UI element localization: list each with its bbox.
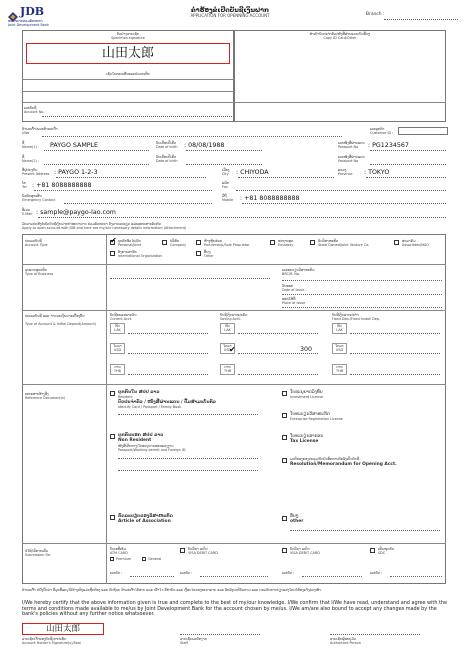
submission-label-lao: ຂໍໃຊ້ບໍລິການເພີ່ມ bbox=[25, 549, 49, 553]
account-type-ngo-en: Associates/NGO bbox=[402, 243, 429, 247]
mobile-label-en: Mobile bbox=[222, 198, 234, 202]
saving-thb-label-lao: ບາດ bbox=[224, 365, 231, 369]
emergency-label-en: Emergency Contact bbox=[22, 198, 56, 202]
account-type-personal-en: Personal/Joint bbox=[118, 243, 142, 247]
apply-statement-en: Apply to open account with JDB and here are my/our necessary details information (Attachment) bbox=[22, 226, 187, 230]
dob2-field[interactable] bbox=[186, 164, 262, 165]
account-type-international-checkbox[interactable] bbox=[110, 251, 115, 256]
visa-debit-label-lao: ບັດວີຊາ ເດບິດ bbox=[188, 547, 208, 551]
issue-date-field[interactable] bbox=[282, 294, 442, 295]
staff-signature-field[interactable] bbox=[180, 634, 260, 635]
issue-place-field[interactable] bbox=[282, 307, 442, 308]
non-resident-docs-lao: ໜັງສືເດີນທາງ/ໃບອະນຸຍາດອອກແຮງງານ bbox=[118, 444, 174, 448]
enterprise-registration-label-en: Enterprise Registration License bbox=[290, 417, 343, 421]
account-type-state-owned-checkbox[interactable] bbox=[310, 240, 315, 245]
staff-signature-label-en: Staff bbox=[180, 641, 188, 645]
address-label-en: Present Address bbox=[22, 172, 50, 176]
resolution-checkbox[interactable] bbox=[282, 458, 287, 463]
branch-field[interactable] bbox=[384, 19, 458, 20]
visa-debit2-card-no-field[interactable] bbox=[302, 576, 362, 577]
email-label-lao: ອີເມວ bbox=[22, 208, 30, 212]
atm-card-no-field[interactable] bbox=[130, 576, 174, 577]
current-lak-label-lao: ກີບ bbox=[115, 324, 120, 328]
visa-debit2-label-en: VISA DEBIT CARD bbox=[290, 551, 320, 555]
specimen-label-lao: ຕົວຢ່າງລາຍເຊັນ bbox=[116, 32, 140, 36]
resident-docs-en: Identify Card / Passport / Family Book bbox=[118, 405, 182, 409]
article-checkbox[interactable] bbox=[110, 515, 115, 520]
logo-text: JDB bbox=[20, 5, 45, 18]
account-no-field[interactable] bbox=[42, 116, 232, 117]
non-resident-docs-en: Passport/Working permit and Foreign ID bbox=[118, 448, 186, 452]
province-label-lao: ແຂວງ bbox=[338, 168, 347, 172]
visa-debit-card-no-label: ເລກບັດ : bbox=[180, 571, 193, 575]
logo bbox=[8, 6, 68, 28]
tel-label-en: Tel bbox=[22, 185, 27, 189]
reference-label-lao: ເອກະສານອ້າງອີງ bbox=[25, 392, 49, 396]
tax-license-label-lao: ໃບທະບຽນອາກອນ bbox=[290, 434, 324, 439]
current-acct-label-en: Current Acct. bbox=[110, 317, 133, 321]
authorized-signature-label-en: Authorized Person bbox=[330, 641, 361, 645]
name2-label-en: Name(2) : bbox=[22, 159, 40, 163]
resident-docs-lao: ບັດປະຈຳຕົວ / ໜັງສືຜ່ານແດນ / ປື້ມສຳມະໂນຄົວ bbox=[118, 400, 216, 405]
apply-statement-lao: ມີຄວາມປະສົງຂໍເປີດບັນຊີເງິນຝາກນຳທະນາຄານ ຮ່ວມພັດທະນາ ດັ່ງລາຍລະອຽດ ແລະເອກະສານຄັດຕິດ bbox=[22, 222, 161, 226]
address-value-text: PAYGO 1-2-3 bbox=[58, 169, 98, 176]
atm-card-no-label: ເລກບັດ : bbox=[110, 571, 123, 575]
i-we-label-en: I/We bbox=[22, 131, 30, 135]
province-value[interactable]: : TOKYO bbox=[364, 169, 390, 176]
account-type-partnership-lao: ຫ້າງຫຸ້ນສ່ວນ bbox=[204, 239, 223, 243]
account-type-ngo-lao: ສະມາຄົມ bbox=[402, 239, 416, 243]
passport2-label-lao: ເລກໜັງສືຜ່ານແດນ bbox=[338, 155, 365, 159]
other-doc-label-lao: ອື່ນໆ bbox=[290, 514, 299, 519]
account-type-company-en: Company bbox=[170, 243, 187, 247]
current-acct-label-lao: ບັນຊີກະແສລາຍວັນ bbox=[110, 313, 137, 317]
sdc-card-no-label: ເລກບັດ : bbox=[370, 571, 383, 575]
investment-license-label-en: Investment License bbox=[290, 395, 324, 399]
passport1-label-en: Passport No bbox=[338, 145, 359, 149]
province-value-text: TOKYO bbox=[368, 169, 390, 176]
dob1-label-lao: ວັນເດືອນປີເກີດ bbox=[156, 141, 177, 145]
specimen-label-en: Specimen signature bbox=[111, 36, 145, 40]
account-type-company-lao: ບໍລິສັດ bbox=[170, 239, 179, 243]
city-label-en: City bbox=[222, 172, 229, 176]
mobile-value-text: +81 8088888888 bbox=[244, 195, 300, 202]
name1-label-lao: ຊື່ bbox=[22, 141, 25, 145]
account-type-state-owned-lao: ລັດວິສາຫະກິດ bbox=[318, 239, 339, 243]
saving-lak-label-lao: ກີບ bbox=[225, 324, 230, 328]
visa-debit2-label-lao: ບັດວີຊາ ເດບິດ bbox=[290, 547, 310, 551]
saving-acct-label-lao: ບັນຊີເງິນຝາກປະຢັດ bbox=[220, 313, 248, 317]
passport1-label-lao: ເລກໜັງສືຜ່ານແດນ bbox=[338, 141, 365, 145]
check-icon: ✔ bbox=[229, 345, 236, 354]
current-usd-label: USD bbox=[113, 348, 122, 352]
customer-id-field[interactable] bbox=[398, 127, 448, 135]
address-label-lao: ທີ່ຢູ່ປະຈຸບັນ bbox=[22, 168, 38, 172]
declaration-en: I/We hereby certify that the above information given is true and complete to the best of my/our knowledge. I/We confirm that I/We have read, understand and agree with the terms and conditions made available to me/us by Joint Development Bank for the account chosen by me/us. I/We am/are also bound to accept any changes made by the bank's policies without any further notice whatsoever. bbox=[22, 600, 448, 618]
enterprise-registration-label-lao: ໃບທະບຽນວິສາຫະກິດ bbox=[290, 412, 330, 417]
visa-debit2-card-no-label: ເລກບັດ : bbox=[282, 571, 295, 575]
atm-general-checkbox[interactable] bbox=[142, 557, 146, 561]
saving-usd-label: USD bbox=[223, 348, 232, 352]
atm-card-label-en: ATM CARD bbox=[110, 551, 128, 555]
current-lak-label: LAK bbox=[114, 328, 121, 332]
account-type-other-checkbox[interactable] bbox=[196, 251, 201, 256]
resident-label-en: Resident bbox=[118, 395, 133, 399]
brc-label-lao: ເລກທະບຽນວິສາຫະກິດ bbox=[282, 268, 315, 272]
atm-premium-label: Premium bbox=[116, 557, 132, 561]
non-resident-label-en: Non Resident bbox=[118, 438, 152, 443]
fixed-usd-label: USD bbox=[335, 348, 344, 352]
copy-id-label-lao: ສຳເນົາບັດປະຈຳຕົວ/ໜັງສືຜ່ານແດນ/ບັດອື່ນໆ bbox=[309, 32, 371, 36]
specimen-signature[interactable]: 山田太郎 bbox=[101, 46, 154, 61]
saving-usd-amount[interactable]: 300 bbox=[300, 346, 313, 353]
account-type-partnership-en: Partnership/Sole Proprietor bbox=[204, 243, 250, 247]
atm-premium-checkbox[interactable] bbox=[110, 557, 114, 561]
tel-value[interactable]: : +81 8088888888 bbox=[32, 182, 92, 189]
account-type-embassy-en: Embassy bbox=[278, 243, 294, 247]
investment-license-checkbox[interactable] bbox=[282, 391, 287, 396]
dob2-label-en: Date of birth bbox=[156, 159, 178, 163]
copy-id-box bbox=[234, 30, 446, 122]
resolution-label-lao: ມະຕິຂອງກອງປະຊຸມ/ບົດບັນທຶກການຕົກລົງເປີດບັນຊີ bbox=[290, 457, 360, 461]
brc-field[interactable] bbox=[282, 280, 442, 281]
branch-label: Branch : bbox=[366, 12, 385, 17]
visa-debit-label-en: VISA DEBIT CARD bbox=[188, 551, 218, 555]
investment-license-label-lao: ໃບອະນຸຍາດລົງທຶນ bbox=[290, 390, 323, 395]
fax-label-lao: ແຟັກ bbox=[222, 181, 229, 185]
sign-note: ເຊັນໃນກອບເສັ້ນແລະບໍ່ຄວນເກີນ bbox=[106, 72, 150, 76]
account-no-label-lao: ເລກບັນຊີ bbox=[24, 106, 37, 110]
account-type-label-lao: ປະເພດບັນຊີ bbox=[25, 239, 42, 243]
saving-lak-label: LAK bbox=[224, 328, 231, 332]
name1-label-en: Name(1) : bbox=[22, 145, 40, 149]
issue-date-label-en: Date of Issue : bbox=[282, 288, 307, 292]
name1-value[interactable]: PAYGO SAMPLE bbox=[50, 142, 99, 149]
province-label-en: Province bbox=[338, 172, 353, 176]
article-label-en: Article of Association bbox=[118, 519, 171, 524]
check-icon: ✔ bbox=[110, 236, 117, 245]
sdc-card-no-field[interactable] bbox=[390, 576, 442, 577]
holder-signature-label-lao: ລາຍເຊັນເຈົ້າຂອງບັນຊີ/ກາປະທັບ bbox=[22, 637, 67, 641]
i-we-label-lao: ຂ້າພະເຈົ້າ/ພວກຂ້າພະເຈົ້າ bbox=[22, 127, 58, 131]
non-resident-checkbox[interactable] bbox=[110, 434, 115, 439]
dob2-label-lao: ວັນເດືອນປີເກີດ bbox=[156, 155, 177, 159]
city-value[interactable]: : CHIYODA bbox=[236, 169, 269, 176]
dob1-value[interactable]: : 08/08/1988 bbox=[184, 142, 225, 149]
city-label-lao: ເມືອງ bbox=[222, 168, 230, 172]
logo-icon bbox=[8, 7, 18, 17]
customer-id-label-lao: ເລກລູກຄ້າ bbox=[370, 127, 385, 131]
saving-usd-label-lao: ໂດລາ bbox=[223, 344, 232, 348]
fixed-acct-label-lao: ບັນຊີເງິນຝາກປະຈຳ bbox=[332, 313, 359, 317]
form-title-lao: ຄຳຮ້ອງຂໍເປີດບັນຊີເງິນຝາກ bbox=[191, 7, 269, 14]
fax-field[interactable] bbox=[236, 190, 446, 191]
fixed-thb-label-lao: ບາດ bbox=[336, 365, 343, 369]
address-value[interactable]: : PAYGO 1-2-3 bbox=[54, 169, 98, 176]
holder-signature-label-en: Account Holder's Signature(s)/Seal bbox=[22, 641, 81, 645]
current-thb-label-lao: ບາດ bbox=[114, 365, 121, 369]
mobile-value[interactable]: : +81 8088888888 bbox=[240, 195, 300, 202]
article-label-lao: ກົດລະບຽບຂອງວິສາຫະກິດ bbox=[118, 514, 173, 519]
holder-signature[interactable]: 山田太郎 bbox=[45, 624, 80, 634]
authorized-signature-field[interactable] bbox=[330, 634, 420, 635]
sdc-label-en: SDC bbox=[378, 551, 386, 555]
account-type-state-owned-en: State Owned/Joint Venture Co. bbox=[318, 243, 370, 247]
email-value[interactable]: : sample@paygo-lao.com bbox=[36, 209, 116, 216]
account-type-other-en: Other bbox=[204, 254, 214, 258]
account-no-label-en: Account No. : bbox=[24, 110, 47, 114]
visa-debit-card-no-field[interactable] bbox=[200, 576, 268, 577]
form-title bbox=[150, 7, 310, 18]
atm-card-label-lao: ບັດເອທີເອັມ bbox=[110, 547, 126, 551]
dob1-label-en: Date of birth bbox=[156, 145, 178, 149]
name2-field[interactable] bbox=[44, 164, 149, 165]
visa-debit2-checkbox[interactable] bbox=[282, 548, 287, 553]
account-type-ngo-checkbox[interactable] bbox=[394, 240, 399, 245]
dob1-value-text: 08/08/1988 bbox=[188, 142, 225, 149]
form-title-en: APPLICATION FOR OPENNING ACCOUNT bbox=[190, 13, 270, 18]
logo-sub-en: Joint Development Bank bbox=[8, 23, 49, 27]
atm-general-label: General bbox=[148, 557, 162, 561]
account-type-international-lao: ອົງການສາກົນ bbox=[118, 250, 137, 254]
customer-id-label-en: Customer ID : bbox=[370, 131, 394, 135]
other-doc-label-en: other bbox=[290, 519, 304, 524]
resident-label-lao: ບຸກຄົນໃນ ສປປ ລາວ bbox=[118, 390, 160, 395]
copy-id-label-en: Copy ID Card/Other bbox=[323, 36, 357, 40]
account-type-embassy-lao: ສະຖານທູດ bbox=[278, 239, 294, 243]
account-type-international-en: International Organization bbox=[118, 254, 163, 258]
sdc-checkbox[interactable] bbox=[370, 548, 375, 553]
fax-label-en: Fax bbox=[222, 185, 228, 189]
passport2-label-en: Passport No bbox=[338, 159, 359, 163]
tax-license-label-en: Tax License bbox=[290, 439, 319, 444]
other-doc-field[interactable] bbox=[290, 530, 440, 531]
account-type-embassy-checkbox[interactable] bbox=[270, 240, 275, 245]
business-type-field[interactable] bbox=[110, 278, 270, 279]
sdc-label-lao: ເສີມໜຸນບັດ bbox=[378, 547, 395, 551]
passport1-value[interactable]: : PG1234567 bbox=[368, 142, 409, 149]
visa-debit-checkbox[interactable] bbox=[180, 548, 185, 553]
current-usd-label-lao: ໂດລາ bbox=[113, 344, 122, 348]
tel-value-text: +81 8088888888 bbox=[36, 182, 92, 189]
deposit-label-lao: ປະເພດບັນຊີ ແລະ ຈຳນວນເງິນຝາກເບື້ອງຕົ້ນ bbox=[25, 314, 85, 318]
account-type-company-checkbox[interactable] bbox=[162, 240, 167, 245]
business-type-label-lao: ຮູບແບບທຸລະກິດ bbox=[25, 268, 48, 272]
submission-label-en: Submission For bbox=[25, 553, 51, 557]
business-type-label-en: Type of Business bbox=[25, 272, 54, 276]
main-table bbox=[22, 234, 446, 584]
fixed-lak-label-lao: ກີບ bbox=[337, 324, 342, 328]
issue-place-label-lao: ອອກໃຫ້ທີ່ bbox=[282, 297, 296, 301]
account-type-label-en: Account Type bbox=[25, 243, 48, 247]
saving-acct-label-en: Saving Acct. bbox=[220, 317, 241, 321]
passport1-value-text: PG1234567 bbox=[372, 142, 409, 149]
other-doc-checkbox[interactable] bbox=[282, 516, 287, 521]
current-thb-label: THB bbox=[114, 369, 121, 373]
email-value-text: sample@paygo-lao.com bbox=[40, 209, 116, 216]
i-we-field[interactable] bbox=[42, 136, 342, 137]
mobile-label-lao: ມືຖື bbox=[222, 194, 227, 198]
city-value-text: CHIYODA bbox=[240, 169, 269, 176]
passport2-field[interactable] bbox=[370, 164, 446, 165]
emergency-label-lao: ພົວພັນສຸກເສີນ bbox=[22, 194, 42, 198]
account-type-partnership-checkbox[interactable] bbox=[196, 240, 201, 245]
reference-label-en: Reference Document(s) bbox=[25, 396, 66, 400]
non-resident-label-lao: ບຸກຄົນນອກ ສປປ ລາວ bbox=[118, 433, 164, 438]
declaration-lao: ຂ້າພະເຈົ້າ ຂໍຢັ້ງຢືນວ່າ ຂໍ້ມູນທີ່ລະບຸໄວ້ຂ້າງເທິງແມ່ນຖືກຕ້ອງ ແລະ ຄົບຖ້ວນ ຂ້າພະເຈົ້າໄດ້ອ່ານ ແລະ ເຂົ້າໃຈ ຂໍ້ກຳນົດ ແລະ ເງື່ອນໄຂຂອງທະນາຄານ ແລະ ຕົກລົງປະຕິບັດຕາມ ແລະ ຍອມຮັບການປ່ຽນແປງໂດຍບໍ່ຕ້ອງແຈ້ງລ່ວງໜ້າ. bbox=[22, 588, 323, 592]
resolution-label-en: Resolution/Memorandum for Opening Acct. bbox=[290, 462, 397, 467]
fixed-usd-label-lao: ໂດລາ bbox=[335, 344, 344, 348]
email-label-en: E-Mail bbox=[22, 212, 33, 216]
deposit-label-en: Type of Account & Initial Deposit(Amount) bbox=[25, 322, 97, 326]
resident-checkbox[interactable] bbox=[110, 391, 115, 396]
fixed-thb-label: THB bbox=[336, 369, 343, 373]
logo-sub-lao: ທະນາຄານຮ່ວມພັດທະນາ bbox=[8, 19, 43, 23]
emergency-field[interactable] bbox=[64, 203, 212, 204]
name2-label-lao: ຊື່ bbox=[22, 155, 25, 159]
saving-thb-label: THB bbox=[224, 369, 231, 373]
fixed-lak-label: LAK bbox=[336, 328, 343, 332]
issue-place-label-en: Place of Issue bbox=[282, 301, 306, 305]
staff-signature-label-lao: ລາຍເຊັນພະນັກງານ bbox=[180, 637, 207, 641]
tax-license-checkbox[interactable] bbox=[282, 435, 287, 440]
authorized-signature-label-lao: ລາຍເຊັນຜູ້ອະນຸມັດ bbox=[330, 637, 356, 641]
brc-label-en: BRC/R. No. bbox=[282, 272, 301, 276]
enterprise-registration-checkbox[interactable] bbox=[282, 413, 287, 418]
account-type-other-lao: ອື່ນໆ bbox=[204, 250, 211, 254]
tel-label-lao: ໂທ bbox=[22, 181, 26, 185]
issue-date-label-lao: ວັນອອກ bbox=[282, 284, 293, 288]
fixed-acct-label-en: Fixed Dep./Fixed Install Dep. bbox=[332, 317, 381, 321]
account-type-personal-lao: ບຸກຄົນທົ່ວໄປ/ຄົນ bbox=[118, 239, 141, 243]
